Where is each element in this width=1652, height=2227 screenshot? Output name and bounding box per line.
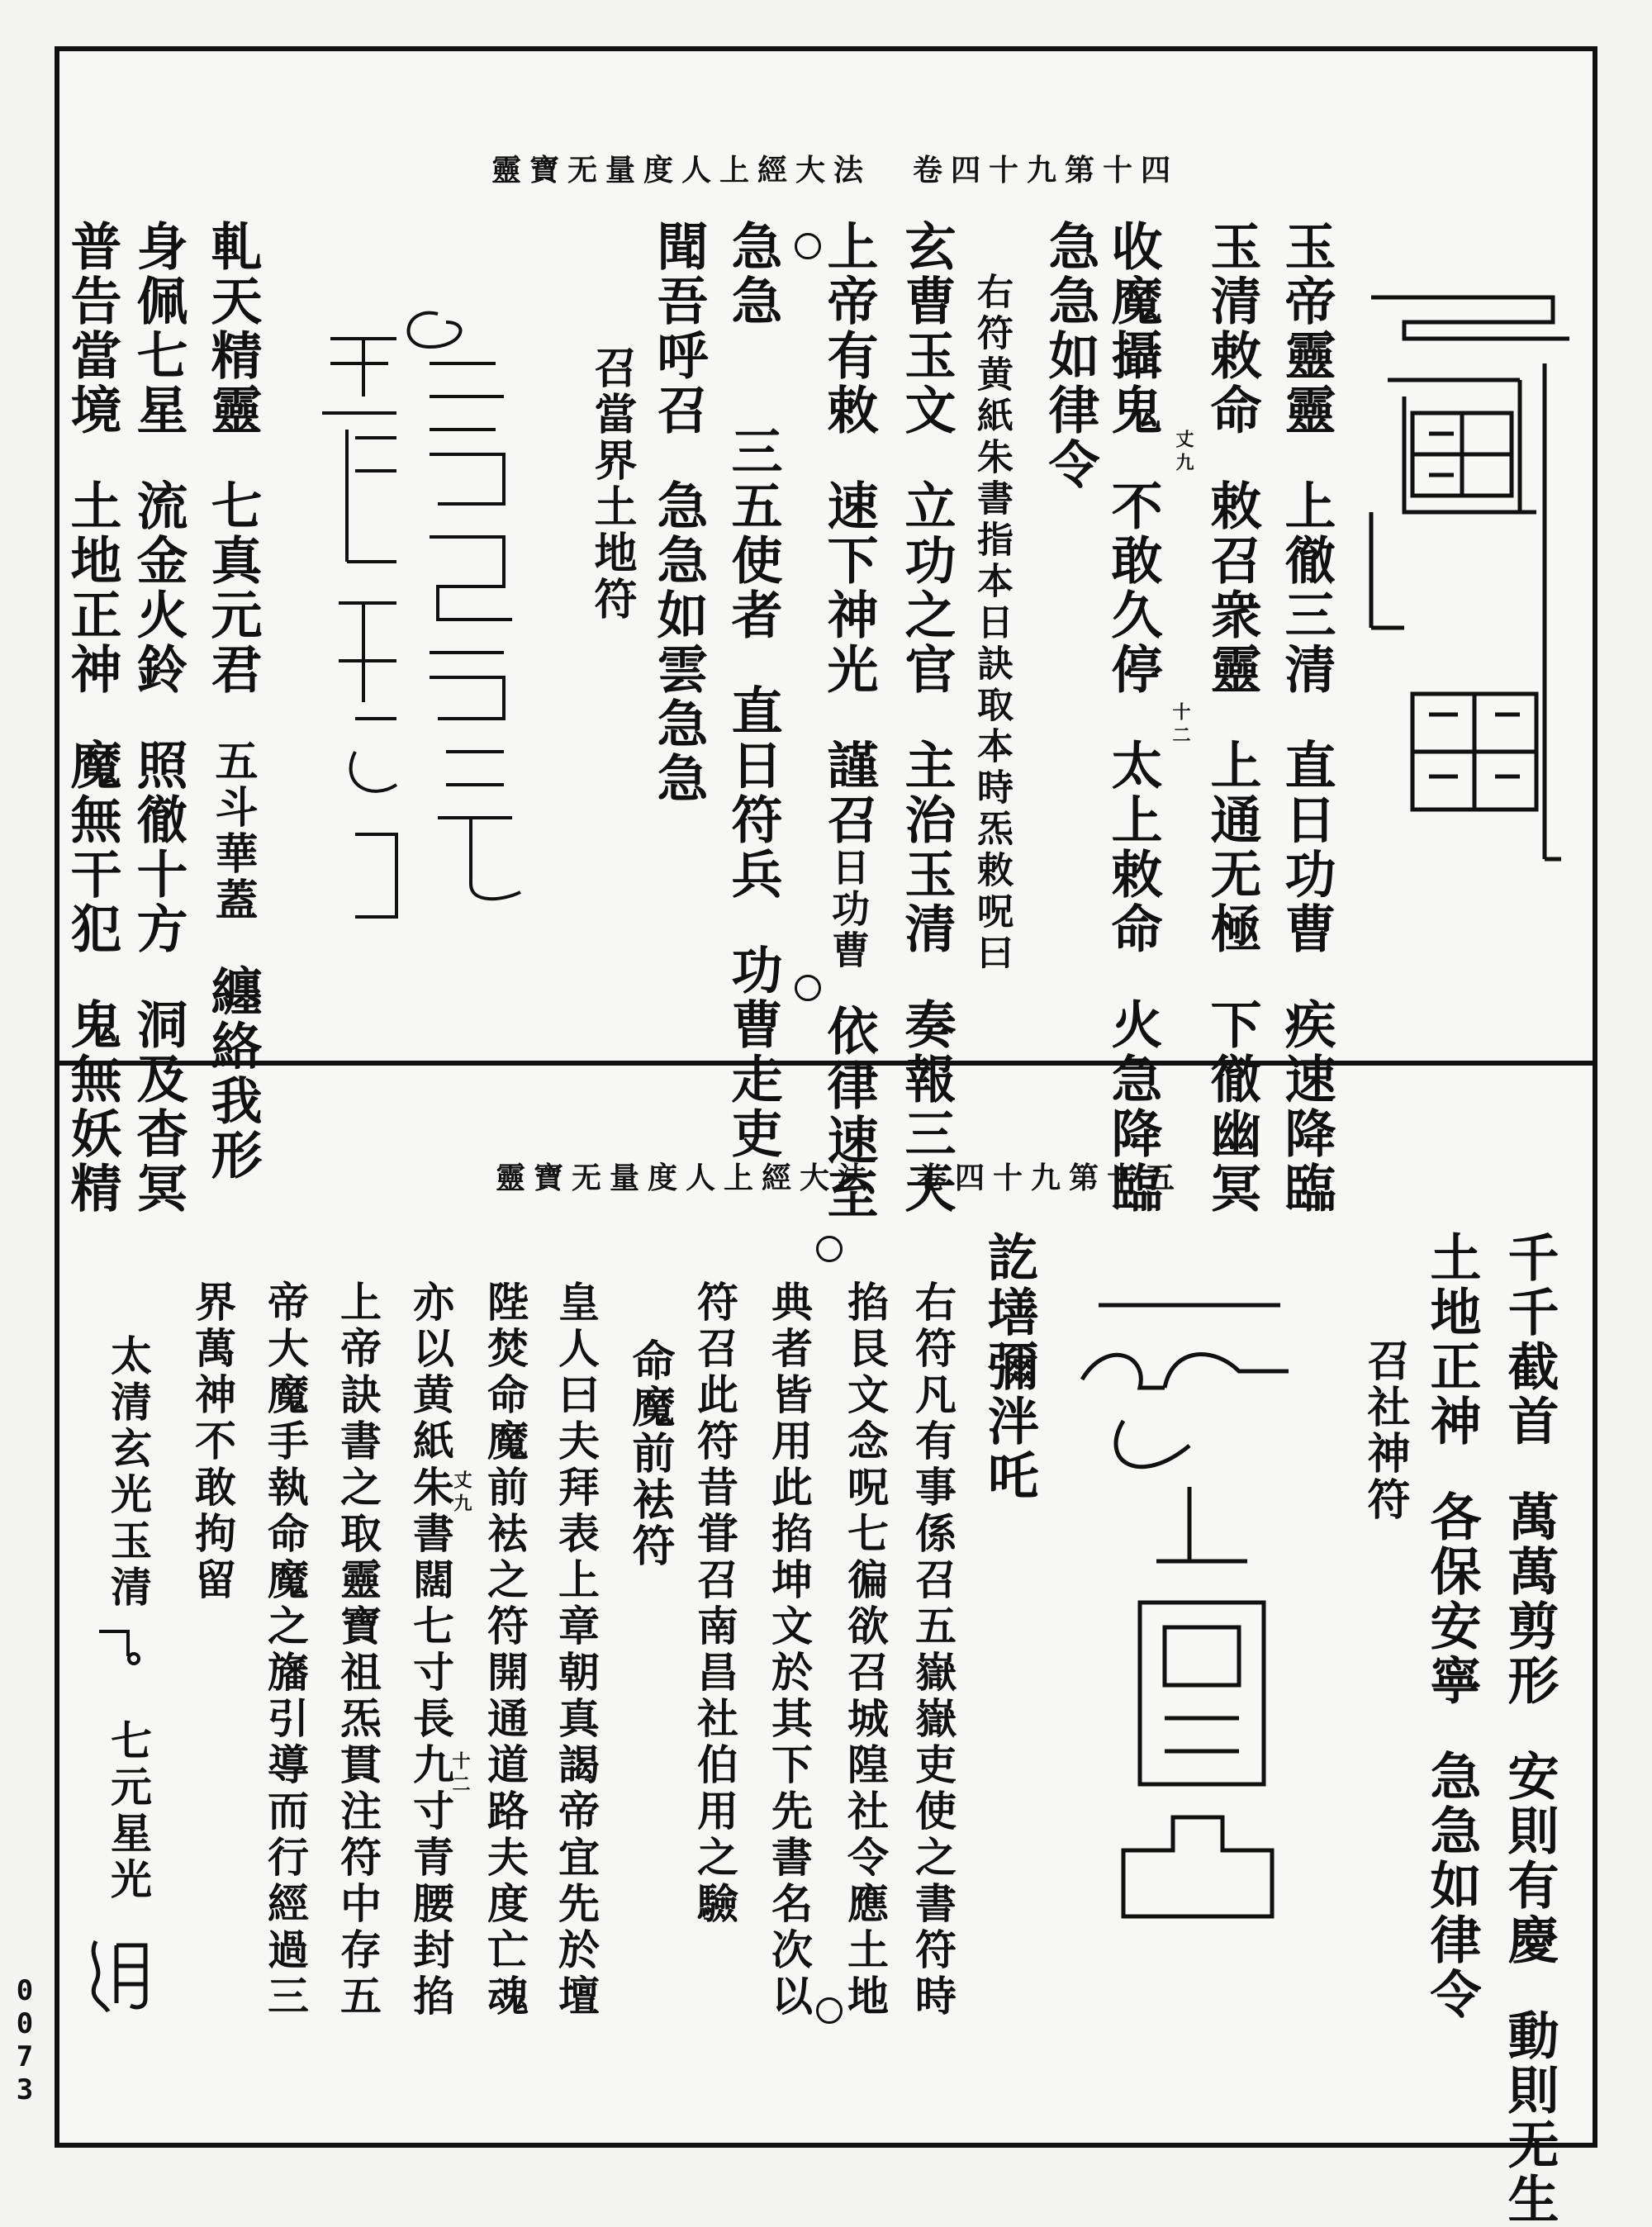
top-col-10: 召當界土地符: [586, 345, 637, 623]
ring-mark-3: [816, 1236, 843, 1262]
top-col-6: 玄曹玉文立功之官主治玉清奏報三天: [896, 220, 957, 1216]
bottom-col-10: 皇人曰夫拜表上章朝真謁帝宜先於壇: [552, 1280, 601, 2020]
talisman-glyph-bottom: [1074, 1256, 1305, 2016]
talisman-glyph-top-right: [1355, 264, 1586, 942]
bottom-note-small-1: 丈九: [451, 1470, 472, 1517]
bottom-col-5: 右符凡有事係召五嶽嶽吏使之書符時: [909, 1280, 957, 2020]
bottom-header-title: 靈寶无量度人上經大法: [496, 1161, 876, 1195]
top-note-small-2: 十二: [1170, 702, 1191, 748]
ring-mark-1: [795, 233, 821, 259]
top-col-9: 聞吾呼召急急如雲急急: [648, 220, 709, 806]
bottom-col-13: 上帝訣書之取靈寶祖炁貫注符中存五: [334, 1280, 382, 2020]
bottom-col-2: 土地正神各保安寧急急如律令: [1422, 1231, 1482, 2022]
top-header-volume: 卷四十九第十四: [913, 153, 1180, 188]
bottom-col-7: 典者皆用此掐坤文於其下先書名次以: [765, 1280, 814, 2020]
side-page-number: 0073: [8, 1974, 41, 2106]
bottom-col-12: 亦以黄紙朱書闊七寸長九寸青腰封掐: [406, 1280, 455, 2020]
ring-mark-2: [795, 975, 821, 1001]
bottom-col-8: 符召此符昔甞召南昌社伯用之驗: [691, 1280, 739, 1928]
bottom-col-15: 界萬神不敢拘留: [188, 1280, 237, 1604]
top-col-3: 收魔攝鬼不敢久停太上敕命火急降臨: [1103, 220, 1163, 1216]
small-seal-mark: [91, 1619, 149, 1669]
top-header: [491, 147, 1179, 189]
top-col-8: 急急三五使者直日符兵功曹走吏: [723, 220, 783, 1161]
top-col-5: 右符黄紙朱書指本日訣取本時炁敕呪曰: [971, 273, 1013, 975]
top-col-13: 普告當境土地正神魔無干犯鬼無妖精: [62, 220, 122, 1216]
top-col-11: 軋天精靈七真元君五斗華蓋纏絡我形: [202, 220, 263, 1183]
bottom-header-volume: 卷四十九第十五: [917, 1161, 1184, 1195]
bottom-col-14: 帝大魔手執命魔之旛引導而行經過三: [261, 1280, 310, 2020]
bottom-note-small-2: 十二: [449, 1751, 471, 1797]
talisman-glyph-top-middle: [306, 289, 553, 933]
bottom-col-6: 掐艮文念呪七徧欲召城隍社令應土地: [841, 1280, 890, 2020]
bottom-col-9: 命魔前袪符: [624, 1338, 675, 1569]
bottom-col-4: 訖墡彌泮吒: [979, 1231, 1039, 1503]
top-col-2: 玉清敕命敕召衆靈上通无極下徹幽冥: [1202, 220, 1262, 1216]
small-glyph-mark: [79, 1933, 154, 2016]
bottom-col-1: 千千截首萬萬剪形安則有慶動則无生: [1499, 1231, 1559, 2227]
top-col-12: 身佩七星流金火鈴照徹十方洞及杳冥: [128, 220, 188, 1216]
top-note-small-1: 丈九: [1173, 430, 1194, 476]
bottom-col-3: 召社神符: [1360, 1338, 1410, 1523]
top-header-title: 靈寶无量度人上經大法: [491, 153, 872, 188]
bottom-col-16: 太清玄光玉清七元星光: [104, 1334, 153, 1904]
top-col-1: 玉帝靈靈上徹三清直日功曹疾速降臨: [1276, 220, 1336, 1216]
bottom-header: [496, 1155, 1183, 1197]
bottom-col-11: 陛焚命魔前袪之符開通道路夫度亡魂: [481, 1280, 529, 2020]
top-col-7: 上帝有敕速下神光謹召日功曹依律速至: [819, 220, 879, 1223]
top-col-4: 急急如律令: [1040, 220, 1100, 492]
ring-mark-4: [816, 1997, 843, 2024]
